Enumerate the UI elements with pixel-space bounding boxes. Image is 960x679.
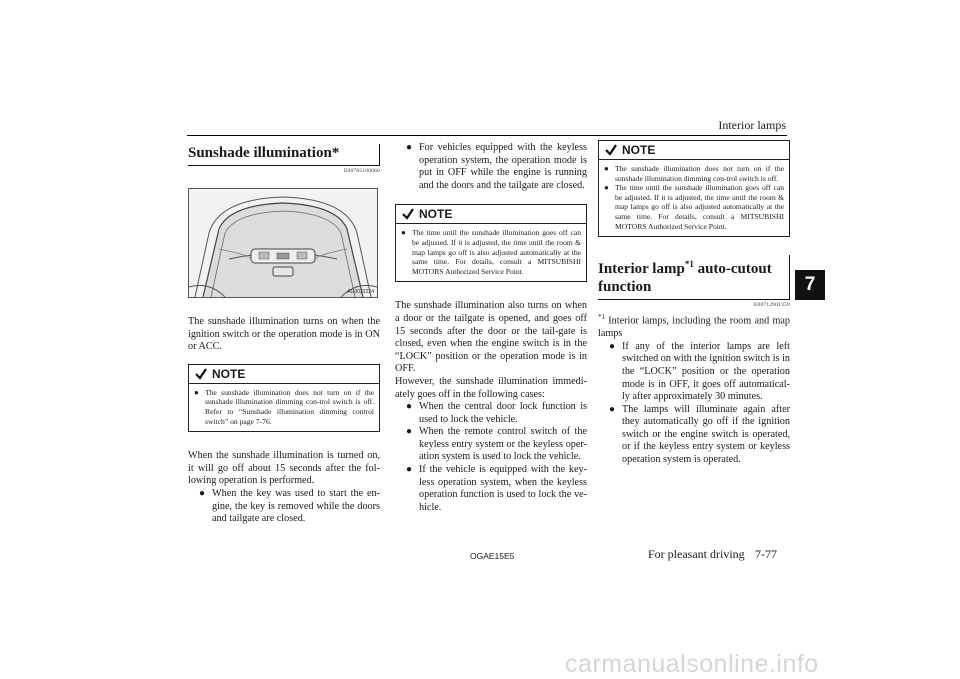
footer-code: OGAE15E5 <box>470 551 515 561</box>
note-check-icon <box>604 143 618 157</box>
footer-page-number: 7-77 <box>755 547 777 561</box>
footnote-text: Interior lamps, including the room and map lamps <box>598 315 790 340</box>
bullet-item: ● If any of the interior lamps are left switched on with the ignition switch is in the “LOCK” position or the operation mode is in OFF, it goes off automatical-ly after approximately 30 minutes. <box>609 341 790 404</box>
heading-footnote-mark: *1 <box>684 259 694 270</box>
paragraph: The sunshade illumination also turns on when a door or the tailgate is opened, and goes off 15 seconds after the door or the tail-gate is closed, even when the engine switch is in the “LOCK” position or the operation mode is in OFF. <box>395 300 587 375</box>
bullet-item: ● When the remote control switch of the keyless entry system or the keyless oper-ation system is used to lock the vehicle. <box>406 426 587 464</box>
note-item: ● The sunshade illumination does not turn on if the sunshade illumination dimming con-trol switch is off. <box>604 164 784 183</box>
heading-text: Interior lamp <box>598 261 685 278</box>
section-code: E00765100060 <box>343 168 380 174</box>
bullet-item: ● When the key was used to start the en-gine, the key is removed while the doors and tailgate are closed. <box>199 488 380 526</box>
note-title: NOTE <box>419 207 453 222</box>
footer-section-name: For pleasant driving <box>648 547 745 561</box>
bullet-item: ● For vehicles equipped with the keyless operation system, the operation mode is put in OFF while the engine is running and the doors and the tailgate are closed. <box>406 142 587 192</box>
column-2 <box>395 140 587 514</box>
heading-text: auto-cutout function <box>598 261 772 296</box>
watermark: carmanualsonline.info <box>565 650 819 678</box>
bullet-item: ● When the central door lock function is used to lock the vehicle. <box>406 401 587 426</box>
footnote <box>598 311 790 341</box>
note-item: ● The time until the sunshade illumination goes off can be adjusted. If it is adjusted, the time until the room & map lamps go off is also adjusted automatically at the same time. For details, consult a MITSUBISHI MOTORS Authorized Service Point. <box>604 183 784 231</box>
sunshade-illustration <box>188 188 378 298</box>
section-code: E00712901359 <box>753 302 790 309</box>
bullet-item: ● The lamps will illuminate again after they automatically go off if the ignition switch or the engine switch is operated, or if the keyless entry system or keyless operation system is operated. <box>609 404 790 467</box>
column-3 <box>598 140 790 467</box>
column-1 <box>188 140 380 526</box>
headliner-drawing <box>189 189 377 297</box>
section-heading-auto-cutout <box>598 255 790 300</box>
section-heading-sunshade: Sunshade illumination* <box>188 144 380 166</box>
footnote-mark: *1 <box>598 313 605 322</box>
note-check-icon <box>401 207 415 221</box>
paragraph: However, the sunshade illumination immedi-ately goes off in the following cases: <box>395 375 587 400</box>
chapter-tab: 7 <box>795 270 825 300</box>
header-rule <box>187 135 787 136</box>
bullet-item: ● If the vehicle is equipped with the key-less operation system, when the keyless operation function is used to lock the ve-hicle. <box>406 464 587 514</box>
paragraph: The sunshade illumination turns on when the ignition switch or the operation mode is in ON or ACC. <box>188 316 380 353</box>
note-header <box>599 141 789 160</box>
note-header <box>396 205 586 224</box>
note-header <box>189 365 379 384</box>
note-box <box>188 364 380 432</box>
running-header-title: Interior lamps <box>718 118 786 132</box>
paragraph: When the sunshade illumination is turned on, it will go off about 15 seconds after the fol-lowing operation is performed. <box>188 450 380 487</box>
note-item: ● The sunshade illumination does not turn on if the sunshade illumination dimming con-trol switch is off. Refer to “Sunshade illumination dimming control switch” on page 7-76. <box>194 388 374 426</box>
note-check-icon <box>194 367 208 381</box>
note-box <box>395 204 587 282</box>
note-title: NOTE <box>622 143 656 157</box>
note-title: NOTE <box>212 366 246 381</box>
note-box <box>598 140 790 237</box>
figure-code: AG0022224 <box>347 289 374 295</box>
note-item: ● The time until the sunshade illumination goes off can be adjusted. If it is adjusted, the time until the room & map lamps go off is also adjusted automatically at the same time. For details, consult a MITSUBISHI MOTORS Authorized Service Point. <box>401 228 581 276</box>
